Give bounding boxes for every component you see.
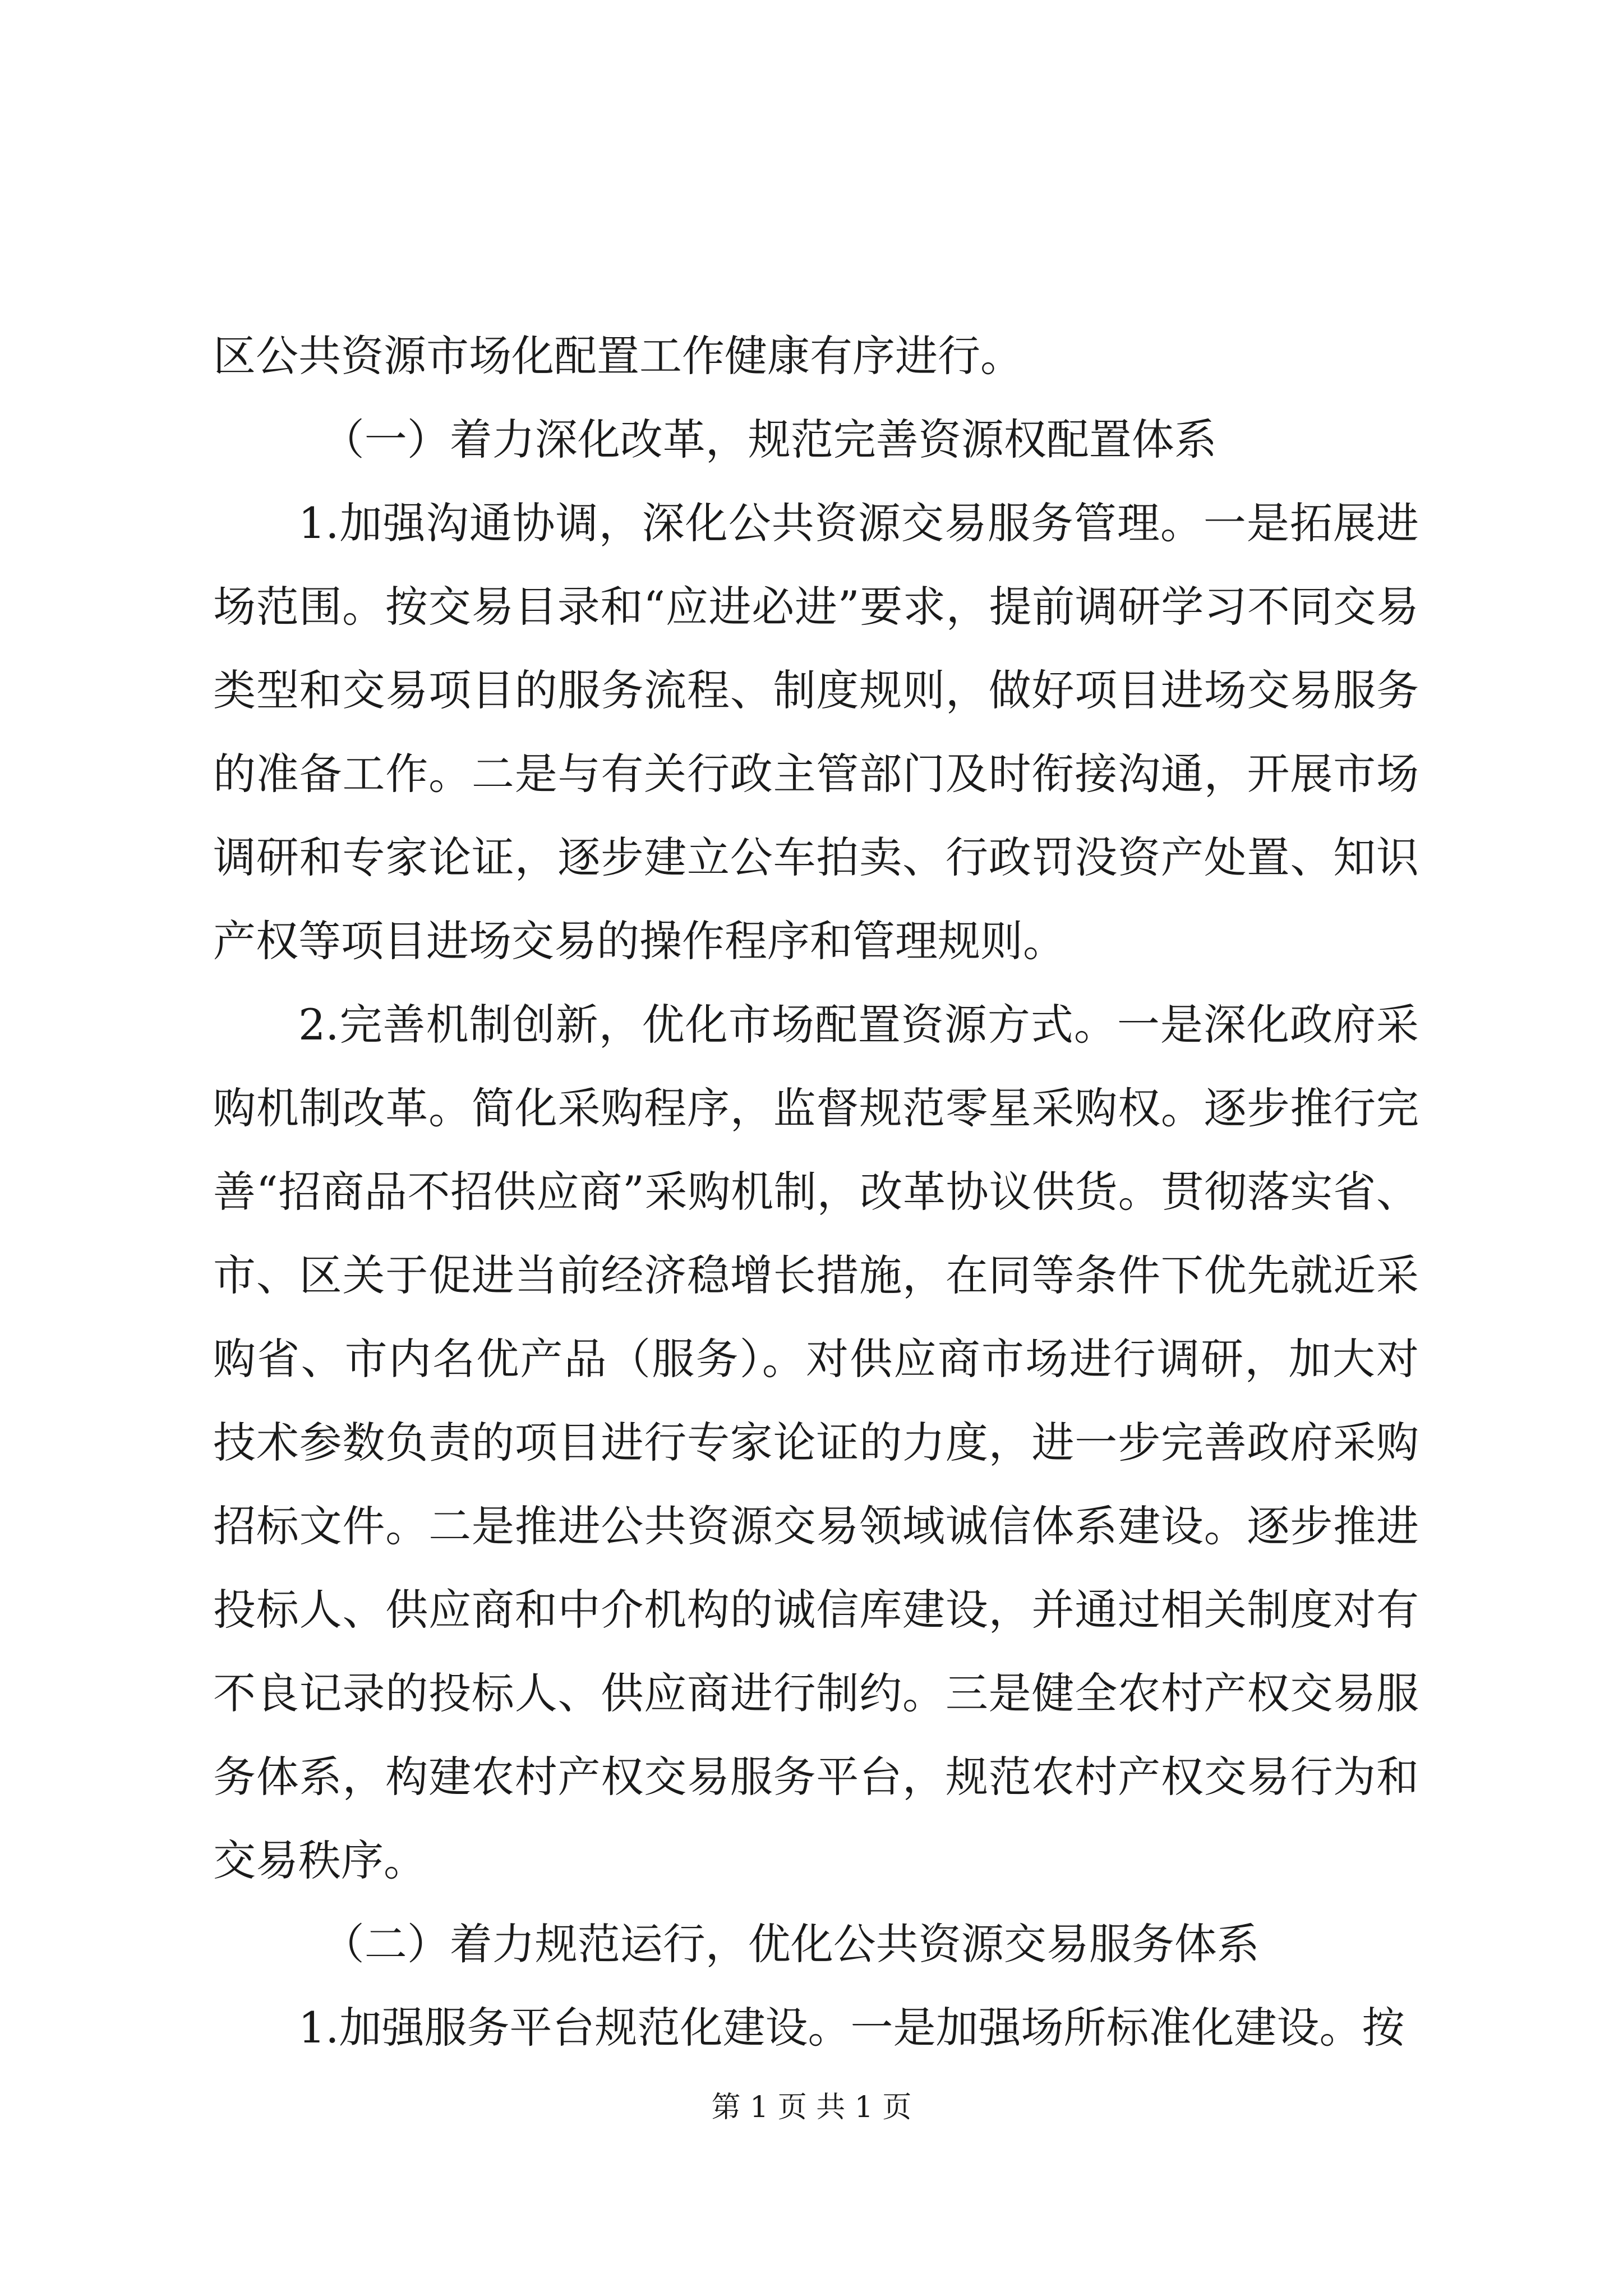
document-body bbox=[213, 314, 1419, 2069]
paragraph-2-1: 1.加强服务平台规范化建设。一是加强场所标准化建设。按 bbox=[298, 2003, 1405, 2053]
page-number-label: 第 1 页 共 1 页 bbox=[711, 2091, 912, 2124]
paragraph-1-2: 2.完善机制创新，优化市场配置资源方式。一是深化政府采购机制改革。简化采购程序，监督规范零星采购权。逐步推行完善“招商品不招供应商”采购机制，改革协议供货。贯彻落实省、市、区关于促进当前经济稳增长措施，在同等条件下优先就近采购省、市内名优产品（服务）。对供应商市场进行调研，加大对技术参数负责的项目进行专家论证的力度，进一步完善政府采购招标文件。二是推进公共资源交易领域诚信体系建设。逐步推进投标人、供应商和中介机构的诚信库建设，并通过相关制度对有不良记录的投标人、供应商进行制约。三是健全农村产权交易服务体系，构建农村产权交易服务平台，规范农村产权交易行为和交易秩序。 bbox=[213, 1000, 1419, 1885]
section-heading-1: （一）着力深化改革，规范完善资源权配置体系 bbox=[321, 415, 1217, 464]
paragraph-continuation: 区公共资源市场化配置工作健康有序进行。 bbox=[213, 331, 1023, 381]
paragraph-1-1: 1.加强沟通协调，深化公共资源交易服务管理。一是拓展进场范围。按交易目录和“应进必进”要求，提前调研学习不同交易类型和交易项目的服务流程、制度规则，做好项目进场交易服务的准备工作。二是与有关行政主管部门及时衔接沟通，开展市场调研和专家论证，逐步建立公车拍卖、行政罚没资产处置、知识产权等项目进场交易的操作程序和管理规则。 bbox=[213, 498, 1419, 966]
section-heading-2: （二）着力规范运行，优化公共资源交易服务体系 bbox=[321, 1919, 1260, 1969]
page-footer bbox=[0, 2088, 1623, 2127]
